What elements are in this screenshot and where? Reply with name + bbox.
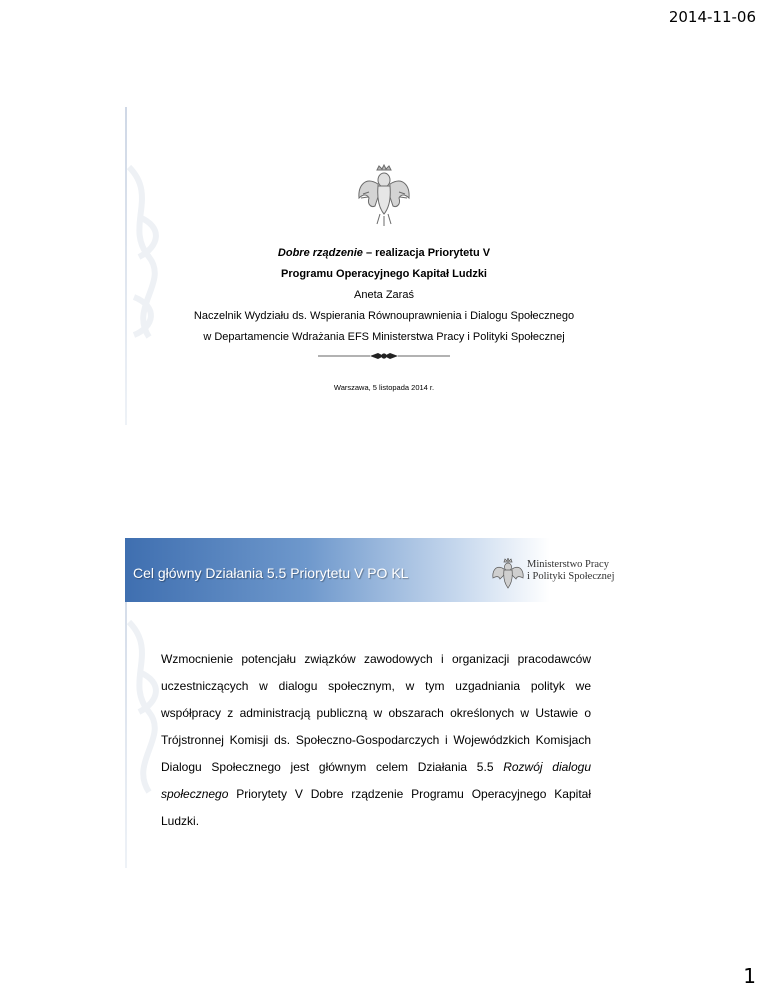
polish-eagle-emblem-icon (355, 164, 413, 230)
slide-goal (125, 538, 643, 868)
document-date: 2014-11-06 (668, 8, 756, 26)
title-rest: – realizacja Priorytetu V (362, 247, 491, 259)
author-position-1: Naczelnik Wydziału ds. Wspierania Równouprawnienia i Dialogu Społecznego (193, 310, 575, 322)
goal-text-part-2: Priorytety V Dobre rządzenie Programu Operacyjnego Kapitał Ludzki. (161, 787, 591, 828)
goal-text-italic: Rozwój dialogu społecznego (161, 760, 591, 801)
ministry-name (527, 559, 615, 583)
ministry-line-1: Ministerstwo Pracy (527, 559, 609, 570)
goal-text-part-1: Wzmocnienie potencjału związków zawodowych i organizacji pracodawców uczestniczących w dialogu społecznym, w tym uzgadniania polityk we współpracy z administracją publiczną w obszarach określonych w Ustawie o Trójstronnej Komisji ds. Społeczno-Gospodarczych i Wojewódzkich Komisjach Dialogu Społecznego jest głównym celem Działania 5.5 (161, 652, 591, 774)
ministry-eagle-logo-icon (492, 558, 524, 592)
title-italic: Dobre rządzenie (277, 247, 363, 259)
slide-header-title: Cel główny Działania 5.5 Priorytetu V PO KL (133, 565, 409, 581)
author-position-2: w Departamencie Wdrażania EFS Ministerstwa Pracy i Polityki Społecznej (203, 331, 565, 343)
title-block (125, 243, 643, 348)
ornament-divider-icon (318, 351, 450, 361)
slide-title (125, 107, 643, 425)
ministry-line-2: i Polityki Społecznej (527, 571, 615, 582)
author-name: Aneta Zaraś (354, 289, 414, 301)
goal-paragraph (161, 646, 591, 835)
place-date: Warszawa, 5 listopada 2014 r. (333, 383, 435, 392)
title-line-1 (125, 243, 643, 264)
title-line-2: Programu Operacyjnego Kapitał Ludzki (281, 268, 487, 280)
page-number: 1 (743, 964, 756, 988)
